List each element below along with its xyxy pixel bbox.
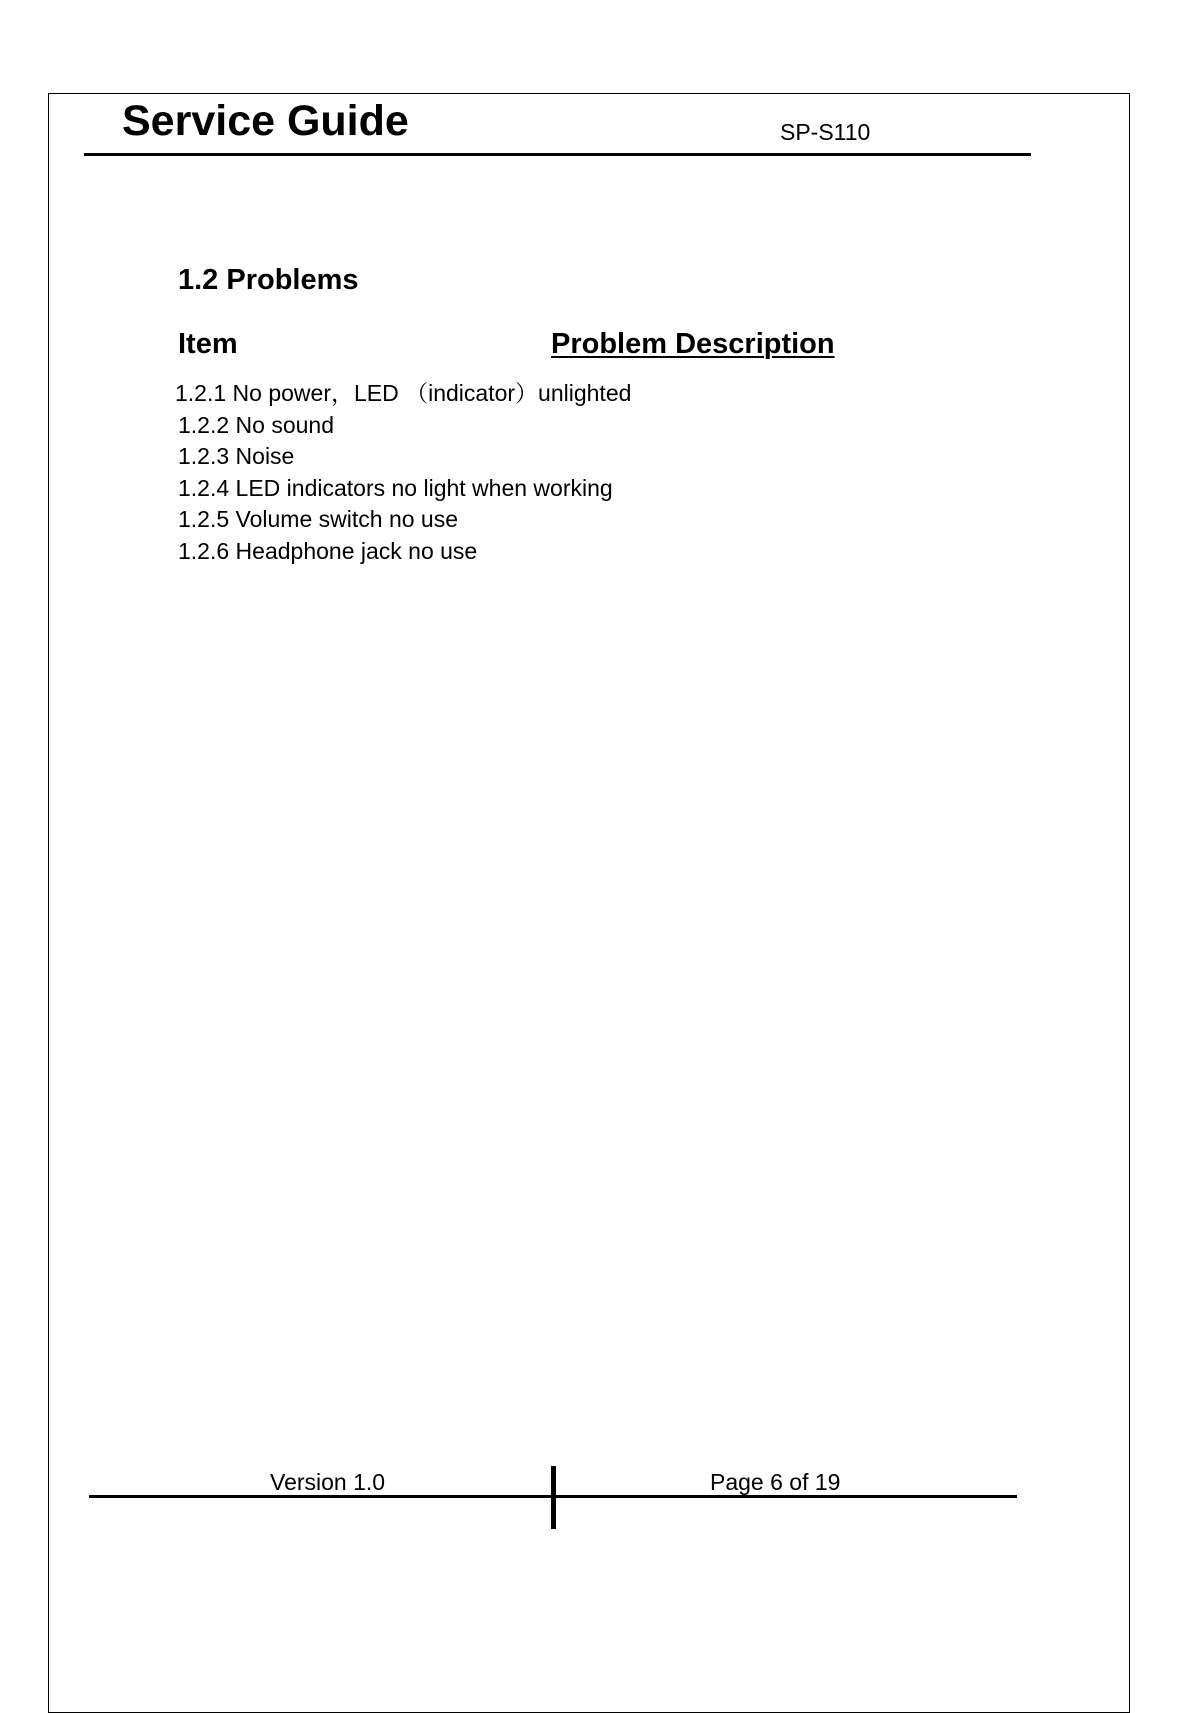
footer-divider — [551, 1466, 556, 1529]
list-item: 1.2.1 No power，LED （indicator）unlighted — [175, 380, 632, 406]
footer-version: Version 1.0 — [270, 1469, 386, 1495]
list-item: 1.2.3 Noise — [178, 443, 295, 469]
footer-page-number: Page 6 of 19 — [710, 1469, 841, 1495]
column-header-problem-description: Problem Description — [551, 328, 835, 360]
list-item: 1.2.6 Headphone jack no use — [178, 537, 478, 564]
model-number: SP-S110 — [780, 119, 871, 145]
column-header-item: Item — [178, 328, 238, 360]
section-heading: 1.2 Problems — [178, 264, 359, 296]
list-item: 1.2.4 LED indicators no light when working — [178, 474, 613, 501]
list-item: 1.2.2 No sound — [178, 411, 335, 438]
list-item: 1.2.5 Volume switch no use — [178, 506, 458, 532]
problem-list — [175, 378, 631, 567]
document-title: Service Guide — [122, 97, 409, 145]
header-rule — [84, 153, 1031, 156]
